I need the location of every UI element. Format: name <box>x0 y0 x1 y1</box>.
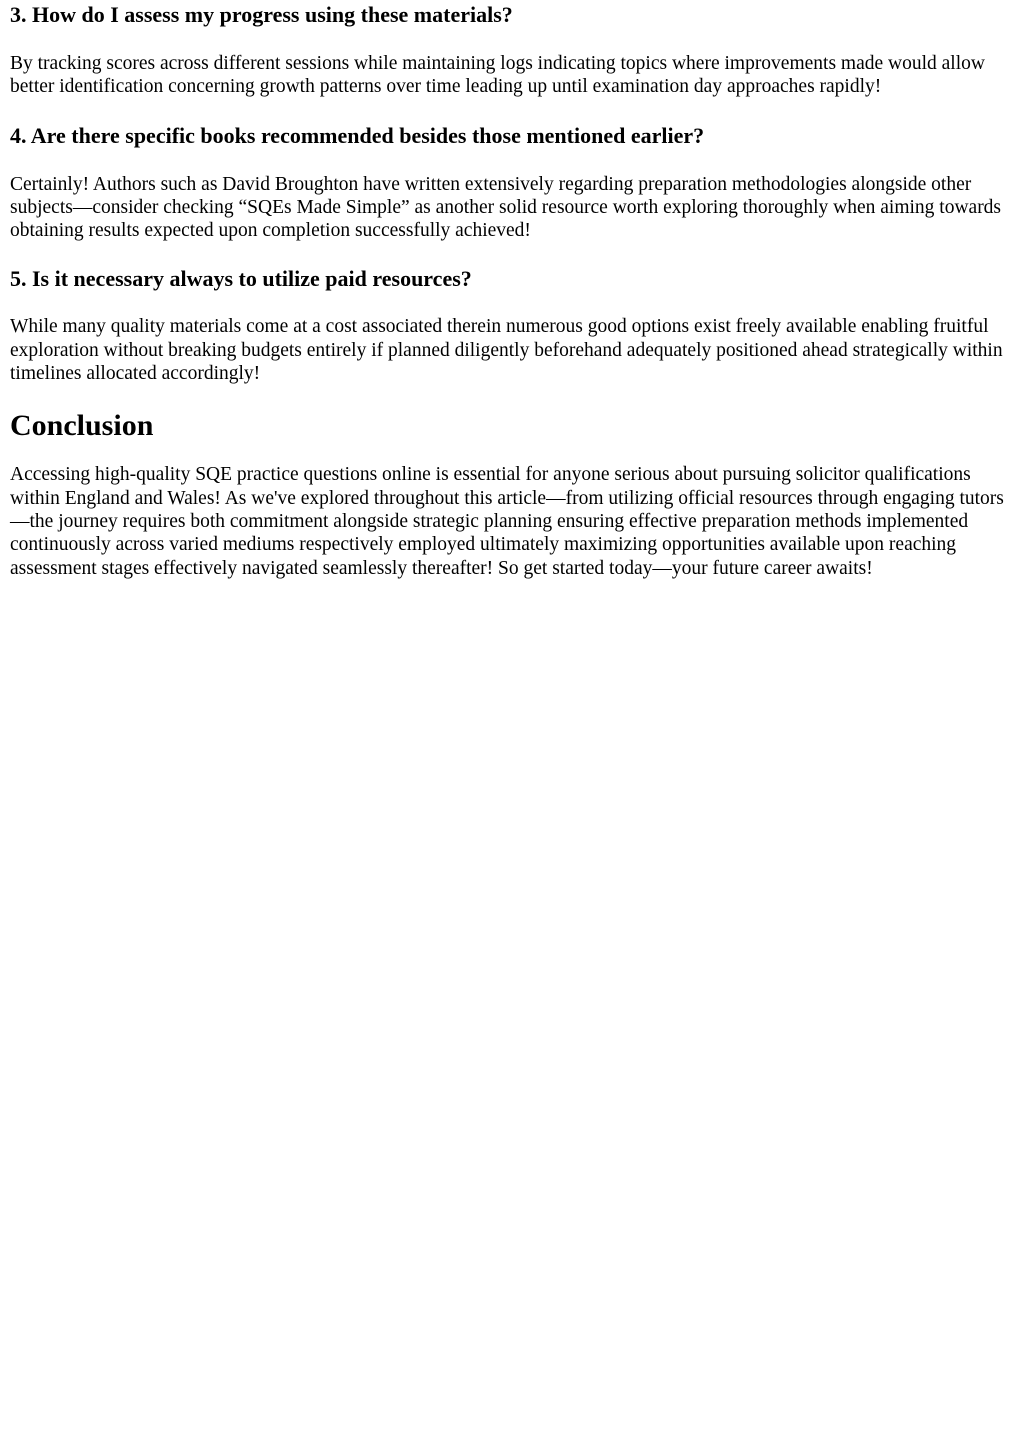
faq-question-4: 4. Are there specific books recommended besides those mentioned earlier? <box>10 122 705 148</box>
conclusion-heading: Conclusion <box>10 409 154 443</box>
faq-section <box>10 2 1014 385</box>
faq-answer-3: By tracking scores across different sessions while maintaining logs indicating topics where improvements made would allow better identification concerning growth patterns over time leading up until examination day approaches rapidly! <box>10 53 985 98</box>
conclusion-section <box>10 409 1014 579</box>
article-page <box>0 2 1024 580</box>
faq-answer-4: Certainly! Authors such as David Broughton have written extensively regarding preparation methodologies alongside other subjects—consider checking “SQEs Made Simple” as another solid resource worth exploring thoroughly when aiming towards obtaining results expected upon completion successfully achieved! <box>10 173 1002 242</box>
faq-question-3: 3. How do I assess my progress using these materials? <box>10 2 513 27</box>
faq-question-5: 5. Is it necessary always to utilize paid resources? <box>10 266 472 292</box>
faq-answer-5: While many quality materials come at a cost associated therein numerous good options exist freely available enabling fruitful exploration without breaking budgets entirely if planned diligently beforehand adequately positioned ahead strategically within timelines allocated accordingly! <box>10 316 1003 385</box>
conclusion-body: Accessing high-quality SQE practice questions online is essential for anyone serious about pursuing solicitor qualifications within England and Wales! As we've explored throughout this article—from utilizing official resources through engaging tutors—the journey requires both commitment alongside strategic planning ensuring effective preparation methods implemented continuously across varied mediums respectively employed ultimately maximizing opportunities available upon reaching assessment stages effectively navigated seamlessly thereafter! So get started today—your future career awaits! <box>10 464 1004 579</box>
